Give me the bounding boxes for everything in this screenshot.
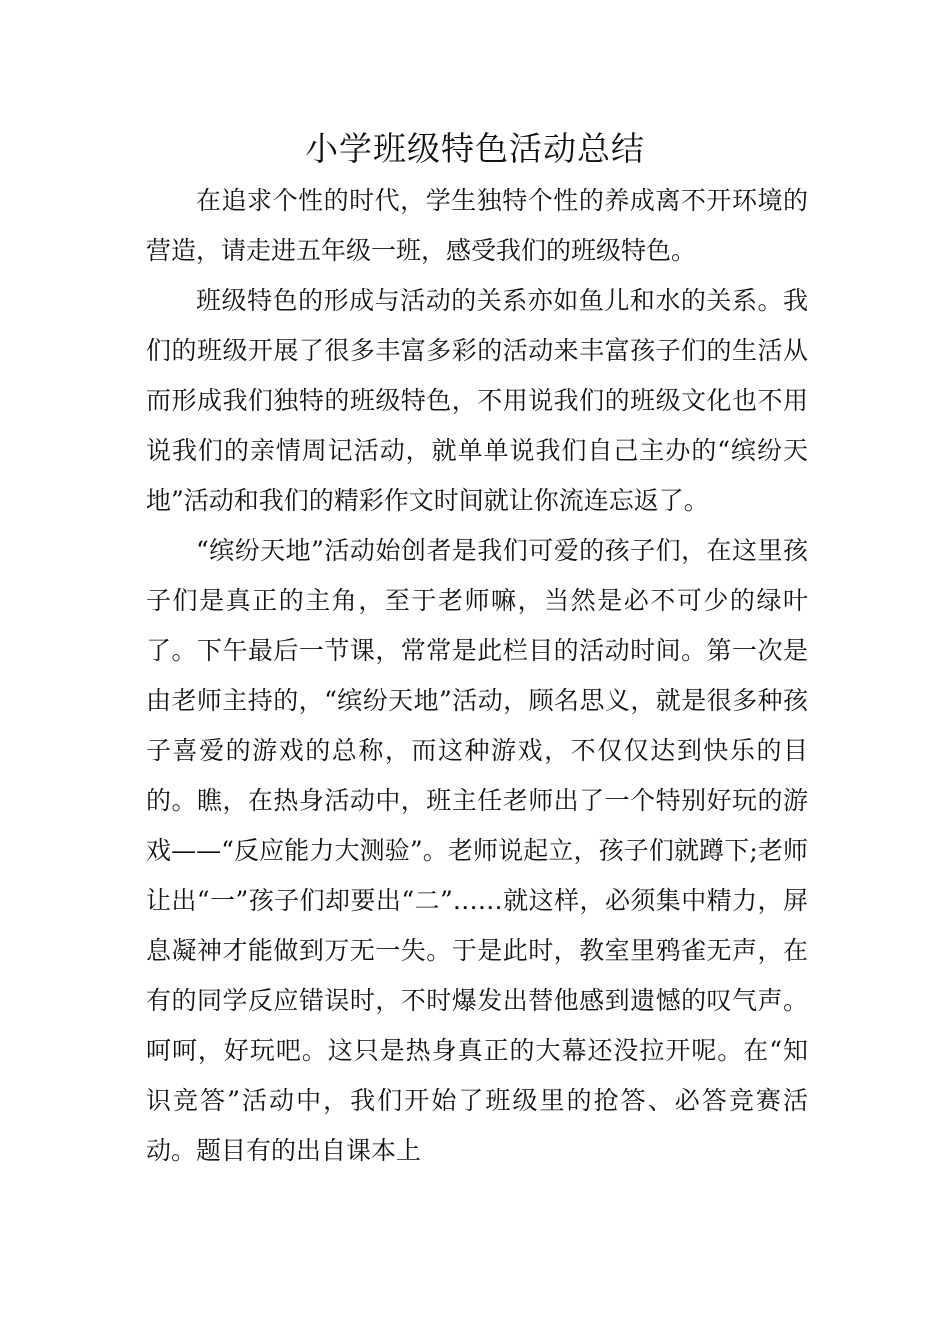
document-title: 小学班级特色活动总结	[305, 129, 645, 168]
paragraph-1: 在追求个性的时代，学生独特个性的养成离不开环境的营造，请走进五年级一班，感受我们的班级特色。	[146, 186, 808, 265]
document-body	[146, 176, 808, 1176]
paragraph-3: “缤纷天地”活动始创者是我们可爱的孩子们，在这里孩子们是真正的主角，至于老师嘛，当然是必不可少的绿叶了。下午最后一节课，常常是此栏目的活动时间。第一次是由老师主持的，“缤纷天地”活动，顾名思义，就是很多种孩子喜爱的游戏的总称，而这种游戏，不仅仅达到快乐的目的。瞧，在热身活动中，班主任老师出了一个特别好玩的游戏——“反应能力大测验”。老师说起立，孩子们就蹲下;老师让出“一”孩子们却要出“二”……就这样，必须集中精力，屏息凝神才能做到万无一失。于是此时，教室里鸦雀无声，在有的同学反应错误时，不时爆发出替他感到遗憾的叹气声。呵呵，好玩吧。这只是热身真正的大幕还没拉开呢。在“知识竞答”活动中，我们开始了班级里的抢答、必答竞赛活动。题目有的出自课本上	[146, 536, 808, 1165]
paragraph-2: 班级特色的形成与活动的关系亦如鱼儿和水的关系。我们的班级开展了很多丰富多彩的活动来丰富孩子们的生活从而形成我们独特的班级特色，不用说我们的班级文化也不用说我们的亲情周记活动，就单单说我们自己主办的“缤纷天地”活动和我们的精彩作文时间就让你流连忘返了。	[146, 286, 808, 515]
